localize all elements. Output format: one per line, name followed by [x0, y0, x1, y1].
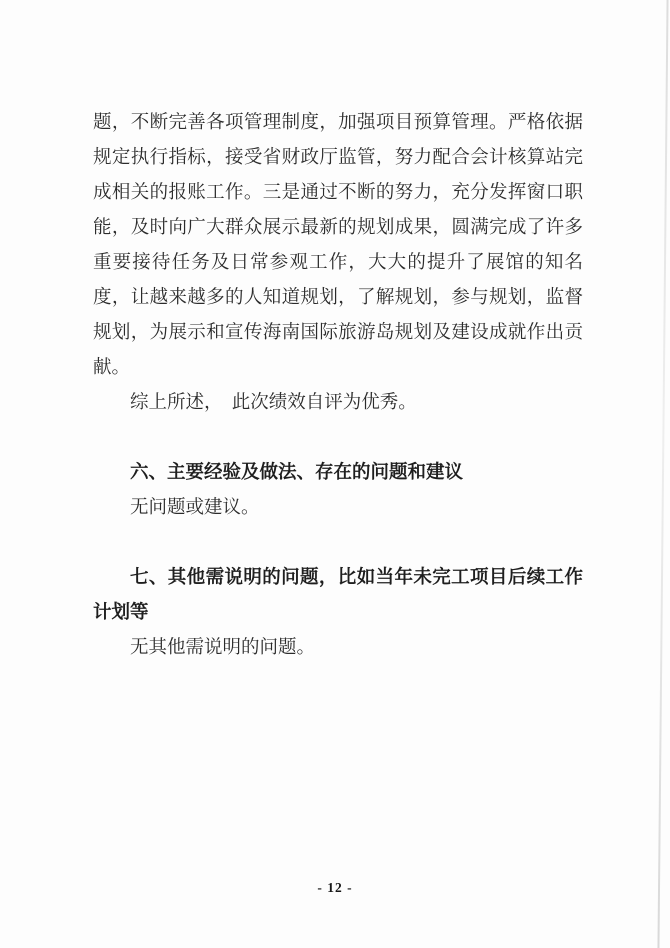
body-line: 规定执行指标，接受省财政厅监管，努力配合会计核算站完: [93, 148, 583, 168]
section-six-body: 无问题或建议。: [130, 498, 260, 518]
body-line: 能，及时向广大群众展示最新的规划成果，圆满完成了许多: [93, 218, 583, 238]
text-block: [93, 106, 583, 666]
scan-edge-artifact: [657, 0, 668, 948]
section-six-heading: 六、主要经验及做法、存在的问题和建议: [130, 463, 464, 483]
section-seven-body: 无其他需说明的问题。: [130, 638, 316, 658]
body-line: 规划，为展示和宣传海南国际旅游岛规划及建设成就作出贡: [93, 323, 583, 343]
page-number: - 12 -: [317, 880, 353, 895]
body-line: 度，让越来越多的人知道规划，了解规划，参与规划，监督: [93, 288, 583, 308]
body-line: 献。: [93, 358, 131, 378]
summary-line: 综上所述， 此次绩效自评为优秀。: [130, 393, 417, 413]
section-seven-heading-continuation: 计划等: [93, 603, 149, 623]
section-seven-heading: 七、其他需说明的问题，比如当年未完工项目后续工作: [130, 568, 583, 588]
body-line: 重要接待任务及日常参观工作，大大的提升了展馆的知名: [93, 253, 583, 273]
body-line: 题，不断完善各项管理制度，加强项目预算管理。严格依据: [93, 113, 583, 133]
body-line: 成相关的报账工作。三是通过不断的努力，充分发挥窗口职: [93, 183, 583, 203]
